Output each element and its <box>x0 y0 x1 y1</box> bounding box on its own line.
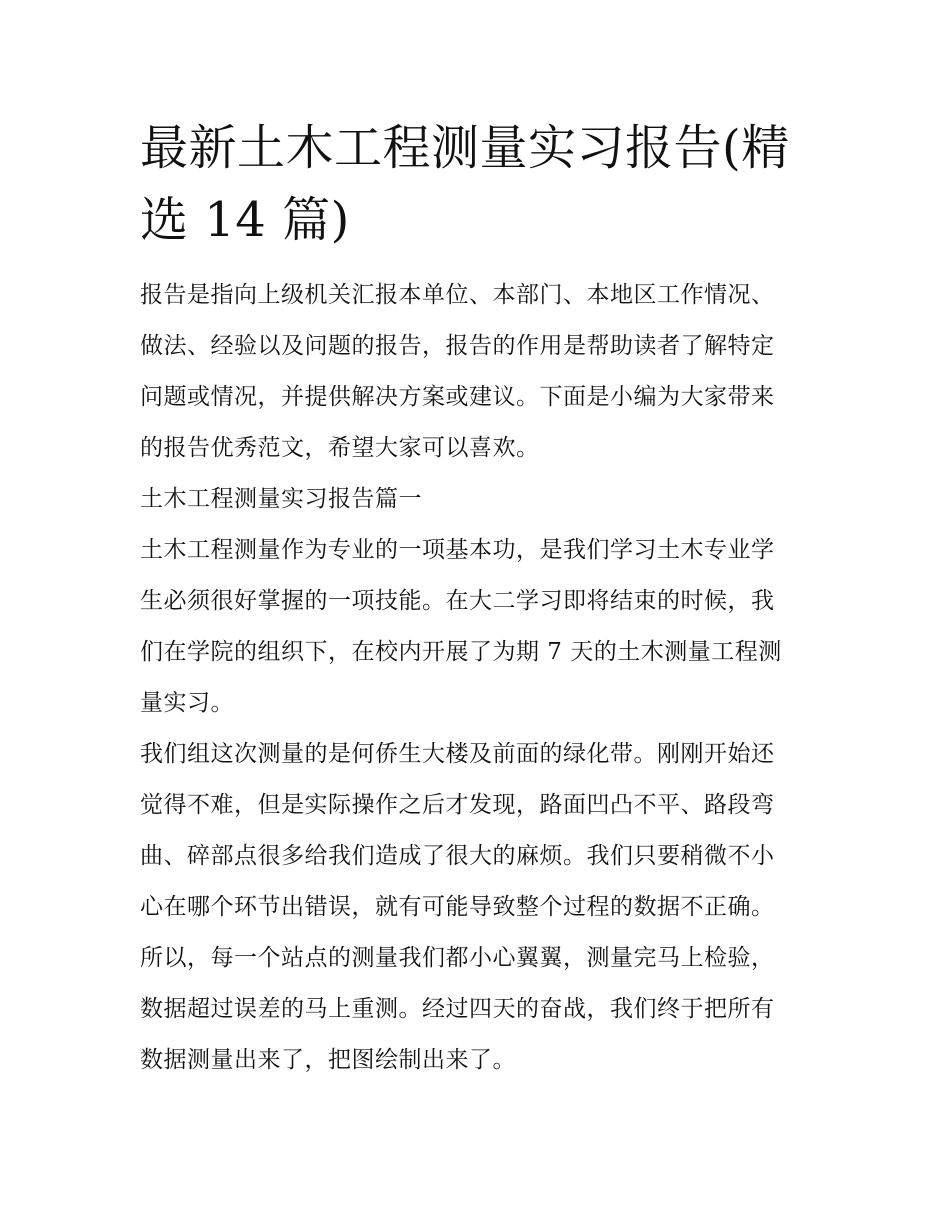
text-line: 觉得不难，但是实际操作之后才发现，路面凹凸不平、路段弯 <box>140 792 775 818</box>
text-line: 所以，每一个站点的测量我们都小心翼翼，测量完马上检验， <box>140 945 775 971</box>
text-line: 心在哪个环节出错误，就有可能导致整个过程的数据不正确。 <box>140 894 775 920</box>
text-line: 我们组这次测量的是何侨生大楼及前面的绿化带。刚刚开始还 <box>140 741 775 767</box>
text-line: 数据超过误差的马上重测。经过四天的奋战，我们终于把所有 <box>140 996 775 1022</box>
text-line: 报告是指向上级机关汇报本单位、本部门、本地区工作情况、 <box>140 282 775 308</box>
text-line: 数据测量出来了，把图绘制出来了。 <box>140 1047 516 1073</box>
text-line: 曲、碎部点很多给我们造成了很大的麻烦。我们只要稍微不小 <box>140 843 775 869</box>
title-line: 选 14 篇) <box>140 192 350 248</box>
text-line: 生必须很好掌握的一项技能。在大二学习即将结束的时候，我 <box>140 588 775 614</box>
title-line: 最新土木工程测量实习报告(精 <box>140 120 790 176</box>
paragraph-1 <box>140 525 812 729</box>
document-content <box>140 112 812 1086</box>
text-line: 的报告优秀范文，希望大家可以喜欢。 <box>140 435 540 461</box>
text-line: 问题或情况，并提供解决方案或建议。下面是小编为大家带来 <box>140 384 775 410</box>
paragraph-2 <box>140 729 812 1086</box>
document-body <box>140 270 812 1086</box>
intro-paragraph <box>140 270 812 474</box>
section-heading: 土木工程测量实习报告篇一 <box>140 486 422 512</box>
document-title <box>140 112 812 256</box>
text-line: 量实习。 <box>140 690 234 716</box>
text-line: 们在学院的组织下，在校内开展了为期 7 天的土木测量工程测 <box>140 639 782 665</box>
text-line: 土木工程测量作为专业的一项基本功，是我们学习土木专业学 <box>140 537 775 563</box>
text-line: 做法、经验以及问题的报告，报告的作用是帮助读者了解特定 <box>140 333 775 359</box>
